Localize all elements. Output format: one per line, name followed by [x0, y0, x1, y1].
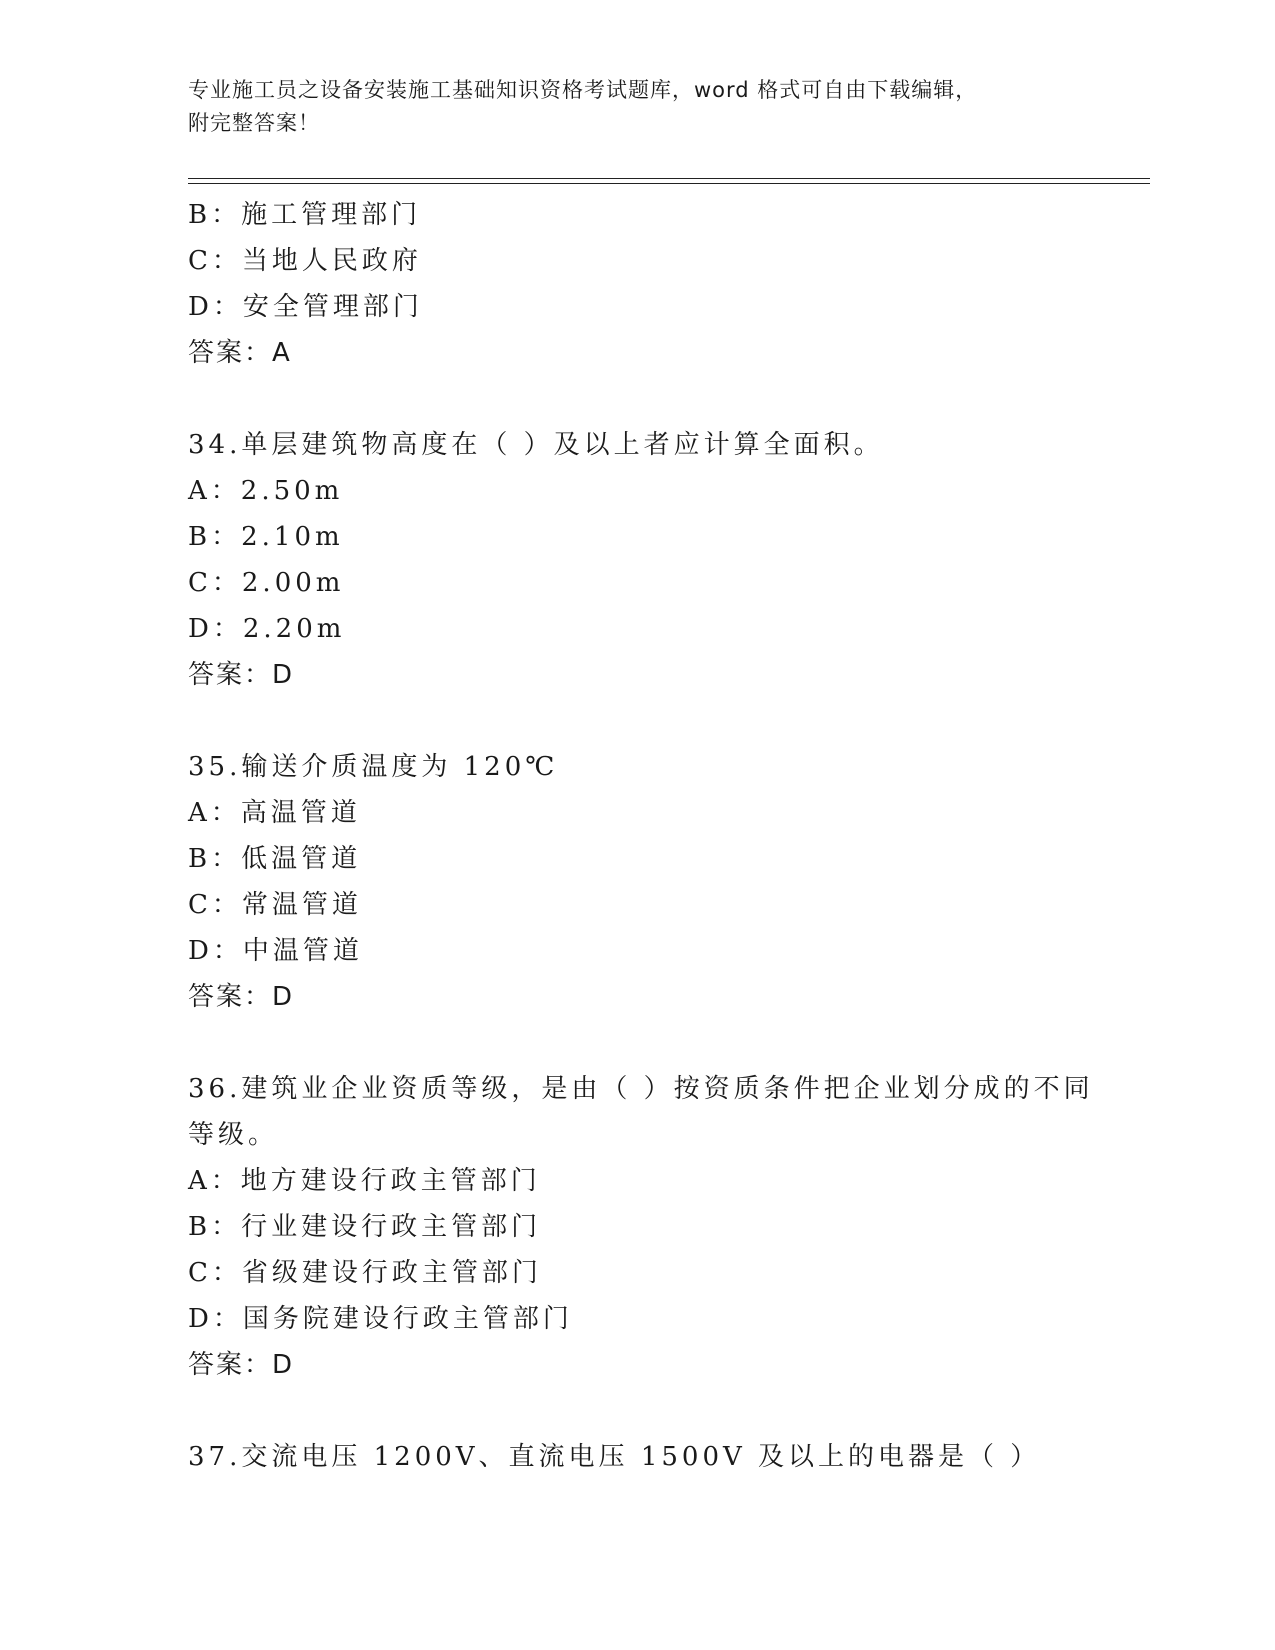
question-33-continuation	[188, 192, 1088, 376]
option-d: D：国务院建设行政主管部门	[188, 1304, 573, 1334]
option-d: D：中温管道	[188, 936, 363, 966]
question-36	[188, 1066, 1094, 1388]
question-35	[188, 744, 1088, 1020]
option-b: B：行业建设行政主管部门	[188, 1212, 542, 1242]
question-stem: 34.单层建筑物高度在（ ）及以上者应计算全面积。	[188, 430, 884, 460]
option-a: A：高温管道	[188, 798, 361, 828]
option-b: B：2.10m	[188, 522, 344, 552]
option-d: D：2.20m	[188, 614, 346, 644]
option-a: A：地方建设行政主管部门	[188, 1166, 541, 1196]
question-34	[188, 422, 1088, 698]
answer-line: 答案：D	[188, 982, 295, 1012]
question-stem-line-2: 等级。	[188, 1120, 279, 1150]
question-stem: 35.输送介质温度为 120℃	[188, 752, 559, 782]
header-divider-bottom	[188, 183, 1150, 184]
option-c: C：常温管道	[188, 890, 362, 920]
option-c: C：2.00m	[188, 568, 345, 598]
header-title-line-1: 专业施工员之设备安装施工基础知识资格考试题库，word 格式可自由下载编辑，	[188, 78, 978, 102]
header-title-line-2: 附完整答案！	[188, 111, 320, 135]
question-list	[188, 192, 1094, 1480]
option-b: B：施工管理部门	[188, 200, 422, 230]
answer-line: 答案：A	[188, 338, 292, 368]
question-stem-line-1: 36.建筑业企业资质等级，是由（ ）按资质条件把企业划分成的不同	[188, 1074, 1094, 1104]
option-c: C：当地人民政府	[188, 246, 422, 276]
header-divider-top	[188, 178, 1150, 179]
answer-line: 答案：D	[188, 660, 295, 690]
option-b: B：低温管道	[188, 844, 362, 874]
option-c: C：省级建设行政主管部门	[188, 1258, 542, 1288]
answer-line: 答案：D	[188, 1350, 295, 1380]
document-header	[188, 74, 1088, 140]
option-d: D：安全管理部门	[188, 292, 423, 322]
question-stem: 37.交流电压 1200V、直流电压 1500V 及以上的电器是（ ）	[188, 1442, 1041, 1472]
option-a: A：2.50m	[188, 476, 344, 506]
question-37	[188, 1434, 1088, 1480]
